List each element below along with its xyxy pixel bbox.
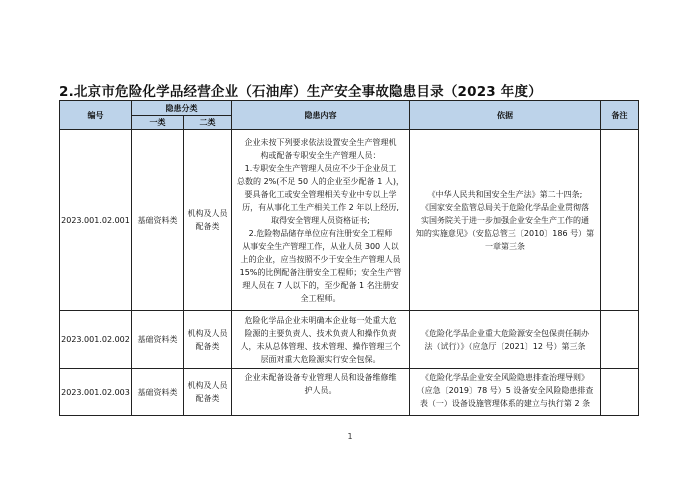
row-basis: 《危险化学品企业重大危险源安全包保责任制办 法（试行）》（应急厅〔2021〕12 号）第三条 bbox=[410, 311, 601, 369]
header-level2: 二类 bbox=[184, 116, 232, 130]
row-level1: 基础资料类 bbox=[132, 311, 184, 369]
header-content: 隐患内容 bbox=[232, 101, 410, 130]
row-notes bbox=[601, 130, 639, 311]
page-number: 1 bbox=[347, 432, 353, 441]
header-notes: 备注 bbox=[601, 101, 639, 130]
row-content: 企业未配备设备专业管理人员和设备维修维 护人员。 bbox=[232, 369, 410, 416]
header-basis: 依据 bbox=[410, 101, 601, 130]
page-title: 2.北京市危险化学品经营企业（石油库）生产安全事故隐患目录（2023 年度） bbox=[59, 84, 542, 100]
row-level2: 机构及人员 配备类 bbox=[184, 311, 232, 369]
row-code: 2023.001.02.001 bbox=[60, 130, 132, 311]
row-level2: 机构及人员 配备类 bbox=[184, 130, 232, 311]
hazard-table bbox=[59, 100, 639, 416]
row-code: 2023.001.02.002 bbox=[60, 311, 132, 369]
row-code: 2023.001.02.003 bbox=[60, 369, 132, 416]
row-basis: 《中华人民共和国安全生产法》第二十四条; 《国家安全监管总局关于危险化学品企业贯彻落 实国务院关于进一步加强企业安全生产工作的通 知的实施意见》（安监总管三〔2010〕186 号）第 一章第三条 bbox=[410, 130, 601, 311]
row-level2: 机构及人员 配备类 bbox=[184, 369, 232, 416]
row-notes bbox=[601, 369, 639, 416]
row-level1: 基础资料类 bbox=[132, 130, 184, 311]
row-basis: 《危险化学品企业安全风险隐患排查治理导则》 （应急〔2019〕78 号）5 设备安全风险隐患排查 表（一）设备设施管理体系的建立与执行第 2 条 bbox=[410, 369, 601, 416]
table-row bbox=[60, 130, 639, 311]
row-content: 企业未按下列要求依法设置安全生产管理机 构或配备专职安全生产管理人员： 1.专职安全生产管理人员应不少于企业员工 总数的 2%(不足 50 人的企业至少配备 1 人)， 要具备化工或安全管理相关专业中专以上学 历，有从事化工生产相关工作 2 年以上经历, 取得安全管理人员资格证书; 2.危险物品储存单位应有注册安全工程师 从事安全生产管理工作，从业人员 300 人以 上的企业，应当按照不少于安全生产管理人员 15%的比例配备注册安全工程师；安全生产管 理人员在 7 人以下的，至少配备 1 名注册安 全工程师。 bbox=[232, 130, 410, 311]
row-content: 危险化学品企业未明确本企业每一处重大危 险源的主要负责人、技术负责人和操作负责 人，未从总体管理、技术管理、操作管理三个 层面对重大危险源实行安全包保。 bbox=[232, 311, 410, 369]
table-row bbox=[60, 369, 639, 416]
header-category: 隐患分类 bbox=[132, 101, 232, 116]
header-row bbox=[60, 101, 639, 116]
row-level1: 基础资料类 bbox=[132, 369, 184, 416]
header-level1: 一类 bbox=[132, 116, 184, 130]
table-row bbox=[60, 311, 639, 369]
row-notes bbox=[601, 311, 639, 369]
header-code: 编号 bbox=[60, 101, 132, 130]
